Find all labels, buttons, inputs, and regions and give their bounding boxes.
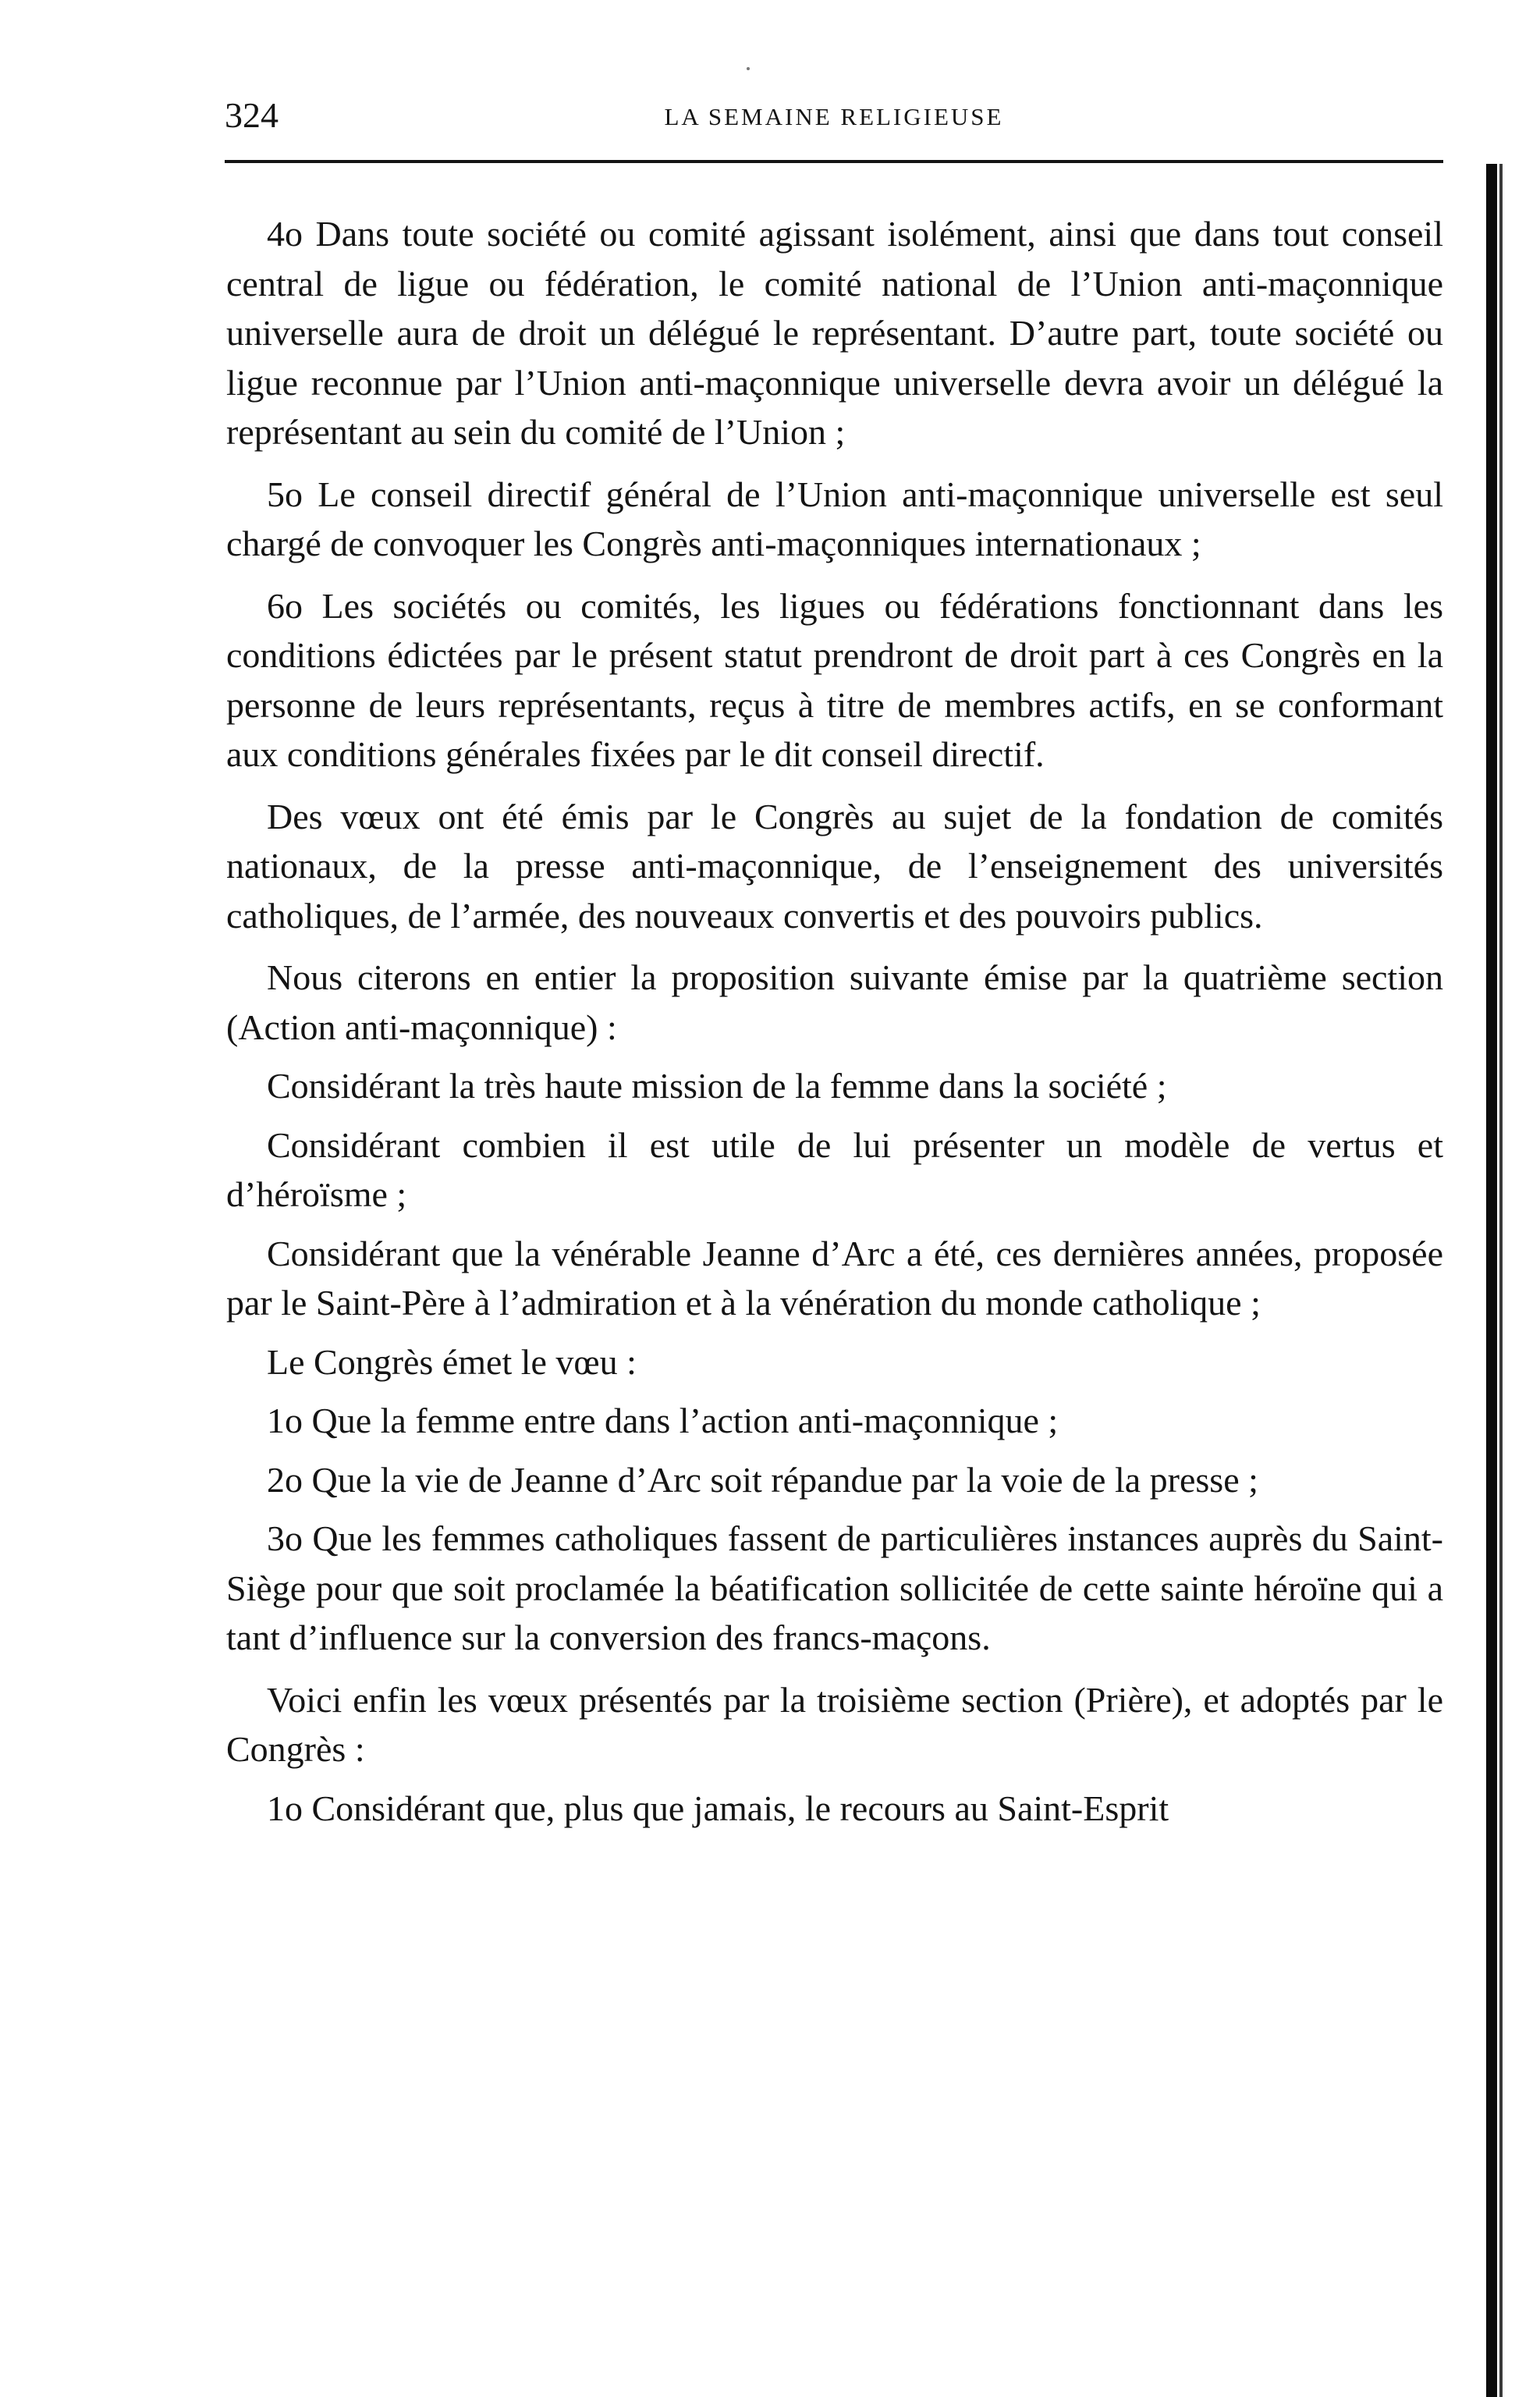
paragraph-considerant-2: Considérant combien il est utile de lui présenter un modèle de vertus et d’héroïsme ; <box>226 1124 1443 1214</box>
page-edge-shadow <box>1486 164 1497 2397</box>
paragraph-article-6: 6o Les sociétés ou comités, les ligues ou fédérations fonctionnant dans les conditions édictées par le présent statut prendront de droit part à ces Congrès en la personne de leurs représentants, reçus à titre de membres actifs, en se conformant aux conditions générales fixées par le dit conseil directif. <box>226 585 1443 774</box>
paragraph-voeux-emis: Des vœux ont été émis par le Congrès au sujet de la fondation de comités nationaux, de la presse anti-maçonnique, de l’enseignement des universités catholiques, de l’armée, des nouveaux convertis et des pouvoirs publics. <box>226 796 1443 936</box>
paragraph-congres-voeu: Le Congrès émet le vœu : <box>267 1341 637 1382</box>
running-title: LA SEMAINE RELIGIEUSE <box>664 103 1004 130</box>
paragraph-considerant-1: Considérant la très haute mission de la femme dans la société ; <box>267 1066 1167 1106</box>
header-rule <box>225 160 1443 163</box>
paragraph-voeu-3: 3o Que les femmes catholiques fassent de particulières instances auprès du Saint-Siège pour que soit proclamée la béatification sollicitée de cette sainte héroïne qui a tant d’influence sur la conversion des francs-maçons. <box>226 1518 1443 1657</box>
paragraph-considerant-3: Considérant que la vénérable Jeanne d’Arc a été, ces dernières années, proposée par le Saint-Père à l’admiration et à la vénération du monde catholique ; <box>226 1233 1443 1323</box>
paragraph-article-4: 4o Dans toute société ou comité agissant isolément, ainsi que dans tout conseil central de ligue ou fédération, le comité national de l’Union anti-maçonnique universelle aura de droit un délégué le représentant. D’autre part, toute société ou ligue reconnue par l’Union anti-maçonnique universelle devra avoir un délégué la représentant au sein du comité de l’Union ; <box>226 214 1443 452</box>
paragraph-article-5: 5o Le conseil directif général de l’Union anti-maçonnique universelle est seul chargé de convoquer les Congrès anti-maçonniques internationaux ; <box>226 474 1443 563</box>
scan-speck <box>747 67 750 70</box>
running-head <box>225 92 1443 139</box>
page-number: 324 <box>225 95 279 135</box>
paragraph-voeu-2: 2o Que la vie de Jeanne d’Arc soit répandue par la voie de la presse ; <box>267 1459 1258 1500</box>
paragraph-voeu-1: 1o Que la femme entre dans l’action anti-maçonnique ; <box>267 1401 1059 1440</box>
paragraph-proposition-intro: Nous citerons en entier la proposition suivante émise par la quatrième section (Action anti-maçonnique) : <box>226 957 1443 1047</box>
page-edge-shadow-fine <box>1499 164 1503 2397</box>
paragraph-troisieme-section: Voici enfin les vœux présentés par la troisième section (Prière), et adoptés par le Congrès : <box>226 1679 1443 1769</box>
body-text <box>226 209 1443 1845</box>
paragraph-considerant-saint-esprit: 1o Considérant que, plus que jamais, le recours au Saint-Esprit <box>267 1788 1169 1828</box>
